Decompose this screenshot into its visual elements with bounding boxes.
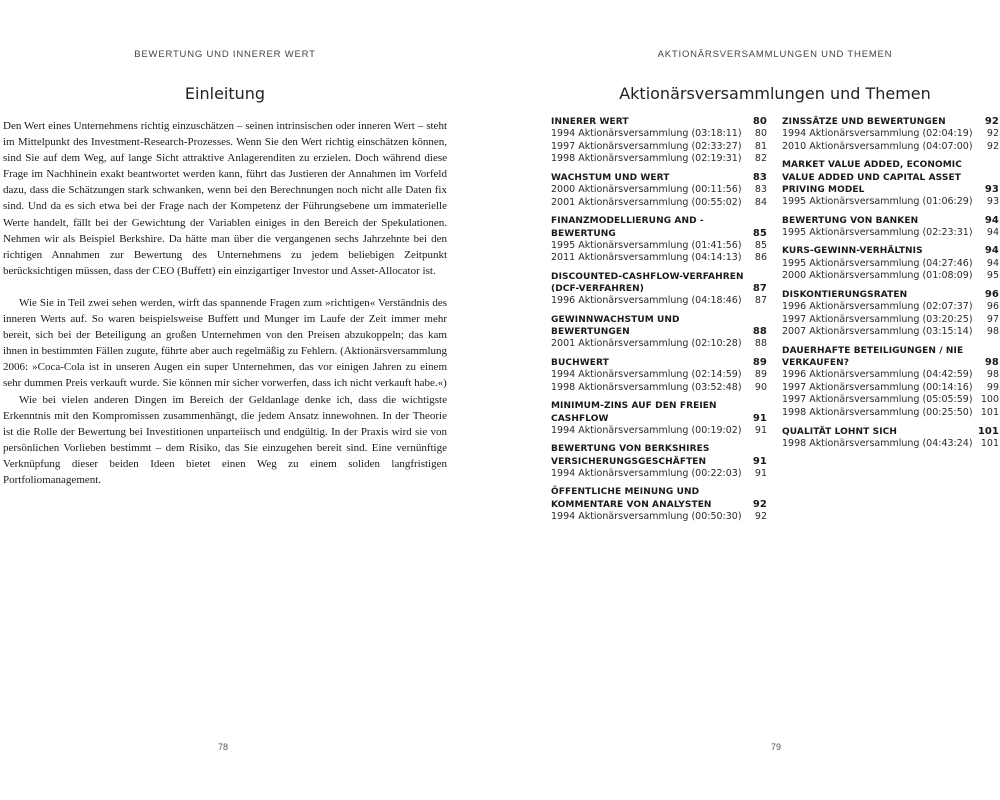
- toc-section-title: ZINSSÄTZE UND BEWERTUNGEN: [782, 117, 946, 127]
- toc-entry-page: 86: [754, 252, 767, 264]
- toc-section: [782, 289, 999, 339]
- toc-section: [551, 400, 767, 437]
- toc-entry-page: 87: [754, 295, 767, 307]
- toc-entry-page: 101: [980, 406, 999, 418]
- toc-section-page: 80: [752, 116, 767, 127]
- toc-entry-page: 91: [754, 424, 767, 436]
- toc-entry: [551, 197, 767, 210]
- toc-entry-page: 84: [754, 196, 767, 208]
- toc-entry-label: 1995 Aktionärsversammlung (02:23:31): [782, 226, 973, 238]
- toc-section: [782, 159, 999, 208]
- toc-entry: [782, 301, 999, 314]
- toc-entry-label: 1994 Aktionärsversammlung (00:19:02): [551, 424, 742, 436]
- toc-section-title: DAUERHAFTE BETEILIGUNGEN / NIE VERKAUFEN?: [782, 345, 964, 368]
- toc-entry: [551, 153, 767, 166]
- toc-section-page: 88: [752, 326, 767, 338]
- toc-section-page: 83: [752, 171, 767, 183]
- toc-section-page: 94: [984, 245, 999, 257]
- toc-entry-page: 99: [986, 381, 999, 393]
- toc-section-title: BUCHWERT: [551, 357, 609, 368]
- toc-section-title: WACHSTUM UND WERT: [551, 172, 670, 183]
- toc-section-page: 89: [752, 356, 767, 368]
- toc-section: [551, 314, 767, 351]
- toc-entry-label: 1998 Aktionärsversammlung (02:19:31): [551, 153, 742, 165]
- toc-entry-page: 95: [986, 270, 999, 282]
- toc-entry: [551, 128, 767, 141]
- right-page: [500, 0, 1000, 800]
- toc-entry-label: 2007 Aktionärsversammlung (03:15:14): [782, 326, 973, 338]
- toc-entry-page: 98: [986, 326, 999, 338]
- toc-section-heading: [551, 116, 767, 128]
- toc-entry-label: 1997 Aktionärsversammlung (02:33:27): [551, 140, 742, 152]
- toc-entry: [782, 141, 999, 154]
- toc-entry-page: 83: [754, 184, 767, 196]
- toc-entry-label: 1996 Aktionärsversammlung (04:18:46): [551, 295, 742, 307]
- toc-entry-page: 93: [986, 196, 999, 207]
- toc-entry: [551, 184, 767, 197]
- toc-section: [782, 345, 999, 420]
- toc-entry: [551, 468, 767, 481]
- toc-section-page: 92: [752, 498, 767, 510]
- toc-entry-label: 1995 Aktionärsversammlung (01:41:56): [551, 239, 742, 251]
- toc-entry-label: 1997 Aktionärsversammlung (05:05:59): [782, 394, 973, 406]
- toc-section-heading: [782, 245, 999, 257]
- toc-entry: [551, 511, 767, 524]
- toc-entry-label: 1995 Aktionärsversammlung (01:06:29): [782, 196, 973, 207]
- toc-section-title: KURS-GEWINN-VERHÄLTNIS: [782, 246, 923, 257]
- toc-entry: [782, 382, 999, 395]
- toc-section: [782, 116, 999, 153]
- toc-section: [551, 116, 767, 166]
- body-text: [3, 118, 447, 488]
- toc-section-page: 101: [977, 425, 999, 437]
- toc-section: [551, 215, 767, 265]
- toc-entry: [551, 252, 767, 265]
- toc-entry-label: 1997 Aktionärsversammlung (00:14:16): [782, 381, 973, 393]
- toc-section-heading: [782, 345, 999, 369]
- toc-section-title: BEWERTUNG VON BERKSHIRES VERSICHERUNGSGESCHÄFTEN: [551, 444, 710, 467]
- toc-section-heading: [551, 314, 767, 338]
- toc-section: [551, 357, 767, 394]
- toc-section-page: 91: [752, 412, 767, 424]
- toc-section: [551, 443, 767, 480]
- paragraph-2: Wie Sie in Teil zwei sehen werden, wirft das spannende Fragen zum »richtigen« Verständnis des inneren Werts auf. So waren beispielsweise Buffett und Munger im Laufe der Zeit immer mehr bereit, sich bei der Beteiligung an großen Unternehmen von den Preisen abzukoppeln; das kam ihnen in bestimmten Fällen zugute, führte aber auch regelmäßig zu Fehlern. (Aktionärsversammlung 2006: »Coca-Cola ist in unseren Augen ein super Unternehmen, das vor einigen Jahren zu einem sehr dummen Preis verkauft wurde. Sie können mir sicher vorwerfen, dass ich nicht verkauft habe.«): [3, 296, 447, 390]
- toc-section: [551, 271, 767, 308]
- toc-entry-page: 92: [986, 140, 999, 152]
- toc-entry-label: 2001 Aktionärsversammlung (00:55:02): [551, 196, 742, 208]
- chapter-title-right: Aktionärsversammlungen und Themen: [619, 84, 931, 103]
- page-number-left: 78: [218, 742, 229, 752]
- toc-entry: [782, 394, 999, 407]
- toc-entry: [551, 369, 767, 382]
- toc-entry: [551, 338, 767, 351]
- toc-entry: [782, 128, 999, 141]
- toc-entry-label: 1994 Aktionärsversammlung (02:14:59): [551, 369, 742, 381]
- toc-section-page: 96: [984, 288, 999, 300]
- toc-section-heading: [551, 271, 767, 295]
- toc-entry: [551, 295, 767, 308]
- toc-entry-page: 94: [986, 257, 999, 269]
- toc-column-2: [782, 116, 999, 456]
- toc-entry: [782, 407, 999, 420]
- toc-entry: [782, 258, 999, 271]
- toc-entry-label: 1998 Aktionärsversammlung (03:52:48): [551, 381, 742, 393]
- toc-entry: [782, 227, 999, 240]
- toc-section: [782, 215, 999, 240]
- toc-entry: [782, 196, 999, 209]
- toc-section-title: QUALITÄT LOHNT SICH: [782, 426, 897, 437]
- toc-section-heading: [782, 116, 999, 128]
- toc-section-title: BEWERTUNG VON BANKEN: [782, 215, 919, 226]
- toc-entry-label: 2001 Aktionärsversammlung (02:10:28): [551, 338, 742, 350]
- toc-section-heading: [782, 159, 999, 196]
- toc-entry: [551, 141, 767, 154]
- toc-entry-label: 2010 Aktionärsversammlung (04:07:00): [782, 140, 973, 152]
- toc-entry-label: 1997 Aktionärsversammlung (03:20:25): [782, 313, 973, 325]
- toc-section-title: GEWINNWACHSTUM UND BEWERTUNGEN: [551, 314, 680, 338]
- toc-entry-page: 96: [986, 300, 999, 312]
- toc-entry-label: 1996 Aktionärsversammlung (02:07:37): [782, 300, 973, 312]
- toc-entry-label: 1996 Aktionärsversammlung (04:42:59): [782, 369, 973, 381]
- toc-entry-page: 85: [754, 239, 767, 251]
- toc-entry-page: 89: [754, 369, 767, 381]
- toc-entry: [551, 382, 767, 395]
- toc-entry-page: 88: [754, 338, 767, 350]
- page-number-right: 79: [771, 742, 782, 752]
- toc-section: [551, 172, 767, 209]
- toc-entry-label: 2011 Aktionärsversammlung (04:14:13): [551, 252, 742, 264]
- toc-entry: [782, 438, 999, 451]
- toc-section-page: 87: [752, 283, 767, 295]
- toc-section-heading: [551, 172, 767, 184]
- toc-section-heading: [782, 215, 999, 227]
- toc-section-title: INNERER WERT: [551, 117, 629, 127]
- toc-entry: [782, 314, 999, 327]
- toc-section-heading: [782, 426, 999, 438]
- toc-section-page: 85: [752, 227, 767, 239]
- toc-section-heading: [551, 400, 767, 424]
- toc-section-page: 93: [984, 183, 999, 195]
- running-head-left: BEWERTUNG UND INNERER WERT: [134, 49, 316, 60]
- toc-entry-page: 101: [980, 437, 999, 449]
- toc-entry-page: 81: [754, 140, 767, 152]
- paragraph-1: Den Wert eines Unternehmens richtig einzuschätzen – seinen intrinsischen oder inneren Wert – steht im Mittelpunkt des Investment-Research-Prozesses. Wenn Sie den Wert richtig einschätzen können, sind Sie auf dem Weg, auf lange Sicht attraktive Anlagerenditen zu erzielen. Doch während diese Frage im Nachhinein exakt beantwortet werden kann, führt das Justieren der Annahmen im Vorfeld dazu, dass die Schätzungen stark schwanken, wenn bei den Berechnungen noch nicht alle Daten fix sind. Und da es sich etwa bei der Frage nach der Kompetenz der Führungsebene um immaterielle Werte handelt, fällt bei der Gewichtung der Variablen einiges in den Bereich der Spekulationen. Nehmen wir als Beispiel Berkshire. Da hätte man über die vergangenen sechs Jahrzehnte bei den richtigen Annahmen zur Bewertung des Unternehmens zu jedem beliebigen Zeitpunkt berücksichtigen müssen, dass der CEO (Buffett) ein einzigartiger Investor und Asset-Allocator ist.: [3, 120, 447, 277]
- running-head-right: AKTIONÄRSVERSAMMLUNGEN UND THEMEN: [657, 49, 893, 60]
- toc-entry-page: 92: [986, 128, 999, 140]
- toc-section-title: MINIMUM-ZINS AUF DEN FREIEN CASHFLOW: [551, 401, 717, 424]
- toc-entry-label: 1998 Aktionärsversammlung (00:25:50): [782, 406, 973, 418]
- toc-section-page: 94: [984, 214, 999, 226]
- toc-entry-label: 1994 Aktionärsversammlung (00:22:03): [551, 467, 742, 479]
- toc-section: [551, 486, 767, 523]
- toc-entry-label: 2000 Aktionärsversammlung (00:11:56): [551, 184, 742, 196]
- toc-section-heading: [551, 357, 767, 369]
- toc-entry: [782, 326, 999, 339]
- toc-section-title: FINANZMODELLIERUNG AND -BEWERTUNG: [551, 216, 704, 239]
- toc-section: [782, 245, 999, 282]
- toc-section-title: DISKONTIERUNGSRATEN: [782, 289, 908, 300]
- toc-section-page: 98: [984, 356, 999, 368]
- toc-entry: [551, 240, 767, 253]
- toc-entry-page: 80: [754, 128, 767, 140]
- toc-entry-label: 1998 Aktionärsversammlung (04:43:24): [782, 437, 973, 449]
- toc-entry-page: 94: [986, 226, 999, 238]
- toc-entry-page: 92: [754, 510, 767, 522]
- toc-entry-label: 1995 Aktionärsversammlung (04:27:46): [782, 257, 973, 269]
- toc-section-heading: [551, 443, 767, 467]
- paragraph-3: Wie bei vielen anderen Dingen im Bereich der Geldanlage denke ich, dass die wichtigste Erkenntnis mit den Kompromissen zusammenhängt, die jedem Ansatz innewohnen. In der Theorie ist die Rolle der Bewertung bei Investitionen unparteiisch und endgültig. In der Praxis wird sie von persönlichen Vorlieben bestimmt – dem Risiko, das Sie einzugehen bereit sind. Eine vernünftige Verknüpfung dieser beiden Ideen bietet einen Weg zu einem soliden langfristigen Portfoliomanagement.: [3, 393, 447, 486]
- toc-entry-page: 90: [754, 381, 767, 393]
- toc-section-title: ÖFFENTLICHE MEINUNG UND KOMMENTARE VON ANALYSTEN: [551, 487, 712, 510]
- toc-entry-page: 100: [980, 394, 999, 406]
- toc-entry-page: 98: [986, 369, 999, 381]
- toc-entry: [782, 270, 999, 283]
- toc-entry-label: 1994 Aktionärsversammlung (02:04:19): [782, 128, 973, 140]
- toc-entry: [782, 369, 999, 382]
- toc-section-heading: [551, 486, 767, 510]
- toc-section: [782, 426, 999, 451]
- toc-entry: [551, 425, 767, 438]
- toc-entry-page: 97: [986, 313, 999, 325]
- toc-section-page: 91: [752, 455, 767, 467]
- toc-entry-label: 2000 Aktionärsversammlung (01:08:09): [782, 270, 973, 282]
- toc-entry-page: 82: [754, 153, 767, 165]
- toc-section-title: DISCOUNTED-CASHFLOW-VERFAHREN (DCF-VERFAHREN): [551, 271, 744, 295]
- toc-section-title: MARKET VALUE ADDED, ECONOMIC VALUE ADDED UND CAPITAL ASSET PRIVING MODEL: [782, 160, 962, 195]
- toc-section-heading: [551, 215, 767, 239]
- toc-entry-label: 1994 Aktionärsversammlung (03:18:11): [551, 128, 742, 140]
- chapter-title-left: Einleitung: [184, 84, 266, 103]
- toc-entry-page: 91: [754, 467, 767, 479]
- toc-section-heading: [782, 289, 999, 301]
- toc-section-page: 92: [984, 116, 999, 127]
- toc-column-1: [551, 116, 767, 529]
- toc-entry-label: 1994 Aktionärsversammlung (00:50:30): [551, 510, 742, 522]
